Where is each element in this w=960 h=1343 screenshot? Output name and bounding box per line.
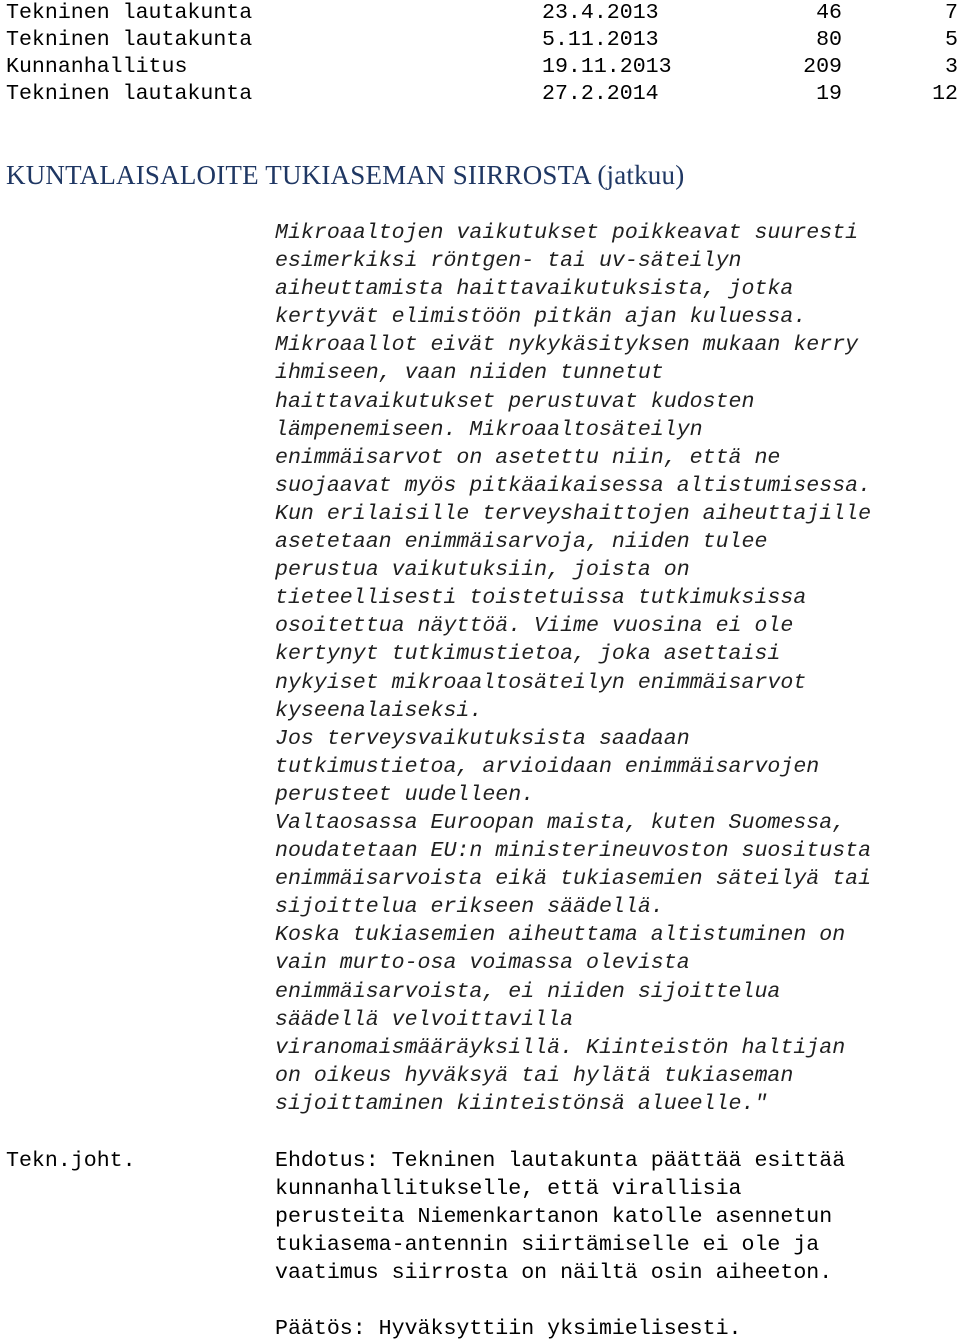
quote-line: perusteet uudelleen. — [275, 782, 535, 807]
quote-line: vain murto-osa voimassa olevista — [275, 951, 690, 976]
quote-line: Jos terveysvaikutuksista saadaan — [275, 726, 690, 751]
reference-paragraph: 46 — [816, 1, 842, 25]
quote-line: säädellä velvoittavilla — [275, 1007, 574, 1032]
proposal-line: vaatimus siirrosta on näiltä osin aiheeton. — [275, 1261, 833, 1285]
reference-date: 27.2.2014 — [542, 82, 659, 106]
quote-line: kertyvät elimistöön pitkän ajan kuluessa. — [275, 305, 807, 330]
quote-line: sijoittaminen kiinteistönsä alueelle." — [275, 1091, 768, 1116]
reference-body: Tekninen lautakunta — [6, 1, 253, 25]
proposal-line: perusteita Niemenkartanon katolle asennetun — [275, 1205, 833, 1229]
reference-date: 5.11.2013 — [542, 28, 659, 52]
proposal-text — [275, 1147, 959, 1287]
quote-line: suojaavat myös pitkäaikaisessa altistumisessa. — [275, 473, 872, 498]
quote-line: tutkimustietoa, arvioidaan enimmäisarvojen — [275, 754, 820, 779]
proposal-line: Ehdotus: Tekninen lautakunta päättää esittää — [275, 1149, 846, 1173]
quote-line: Koska tukiasemien aiheuttama altistuminen on — [275, 923, 846, 948]
reference-row — [6, 0, 958, 27]
quote-line: kertynyt tutkimustietoa, joka asettaisi — [275, 642, 781, 667]
quote-line: kyseenalaiseksi. — [275, 698, 483, 723]
quote-line: enimmäisarvot on asetettu niin, että ne — [275, 445, 781, 470]
quote-line: enimmäisarvoista, ei niiden sijoittelua — [275, 979, 781, 1004]
quote-line: sijoittelua erikseen säädellä. — [275, 895, 664, 920]
quote-line: on oikeus hyväksyä tai hylätä tukiaseman — [275, 1063, 794, 1088]
reference-row — [6, 81, 958, 108]
quote-line: nykyiset mikroaaltosäteilyn enimmäisarvot — [275, 670, 807, 695]
reference-row — [6, 54, 958, 81]
quote-line: noudatetaan EU:n ministerineuvoston suositusta — [275, 839, 872, 864]
reference-paragraph: 209 — [803, 55, 842, 79]
reference-body: Kunnanhallitus — [6, 55, 188, 79]
quote-line: asetetaan enimmäisarvoja, niiden tulee — [275, 530, 768, 555]
reference-page: 5 — [945, 28, 958, 52]
quote-line: Valtaosassa Euroopan maista, kuten Suomessa, — [275, 810, 846, 835]
quote-line: aiheuttamista haittavaikutuksista, jotka — [275, 277, 794, 302]
reference-date: 19.11.2013 — [542, 55, 672, 79]
reference-date: 23.4.2013 — [542, 1, 659, 25]
reference-paragraph: 80 — [816, 28, 842, 52]
reference-page: 3 — [945, 55, 958, 79]
reference-body: Tekninen lautakunta — [6, 82, 253, 106]
meeting-reference-table — [6, 0, 958, 108]
quote-line: ihmiseen, vaan niiden tunnetut — [275, 361, 664, 386]
quote-line: osoitettua näyttöä. Viime vuosina ei ole — [275, 614, 794, 639]
proposal-line: kunnanhallitukselle, että virallisia — [275, 1177, 742, 1201]
quote-line: Kun erilaisille terveyshaittojen aiheuttajille — [275, 501, 872, 526]
reference-body: Tekninen lautakunta — [6, 28, 253, 52]
quoted-statement — [275, 219, 959, 1118]
decision-text: Päätös: Hyväksyttiin yksimielisesti. — [275, 1317, 742, 1341]
quote-line: esimerkiksi röntgen- tai uv-säteilyn — [275, 249, 742, 274]
quote-line: haittavaikutukset perustuvat kudosten — [275, 389, 755, 414]
reference-row — [6, 27, 958, 54]
quote-line: perustua vaikutuksiin, joista on — [275, 558, 690, 583]
presenter-label: Tekn.joht. — [6, 1149, 136, 1173]
reference-page: 12 — [932, 82, 958, 106]
reference-paragraph: 19 — [816, 82, 842, 106]
section-title: KUNTALAISALOITE TUKIASEMAN SIIRROSTA (jatkuu) — [6, 160, 685, 190]
quote-line: Mikroaallot eivät nykykäsityksen mukaan kerry — [275, 333, 859, 358]
quote-line: tieteellisesti toistetuissa tutkimuksissa — [275, 586, 807, 611]
quote-line: viranomaismääräyksillä. Kiinteistön haltijan — [275, 1035, 846, 1060]
quote-line: lämpenemiseen. Mikroaaltosäteilyn — [275, 417, 703, 442]
quote-line: Mikroaaltojen vaikutukset poikkeavat suuresti — [275, 221, 859, 245]
quote-line: enimmäisarvoista eikä tukiasemien säteilyä tai — [275, 867, 872, 892]
reference-page: 7 — [945, 1, 958, 25]
proposal-line: tukiasema-antennin siirtämiselle ei ole ja — [275, 1233, 820, 1257]
